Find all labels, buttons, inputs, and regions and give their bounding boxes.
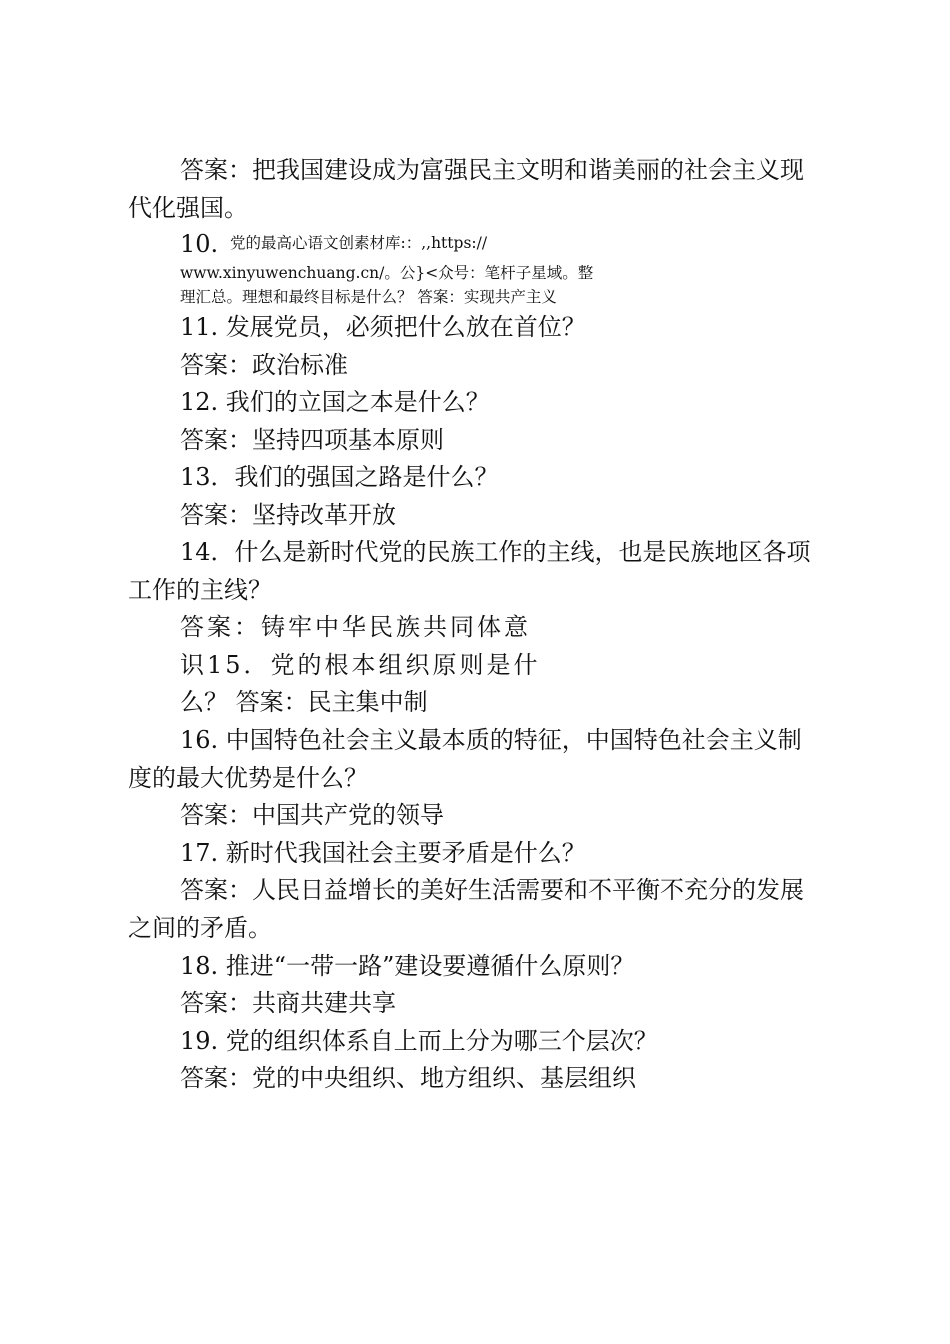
answer-17-line-1: 答案：人民日益增长的美好生活需要和不平衡不充分的发展	[180, 876, 804, 904]
answer-19: 答案：党的中央组织、地方组织、基层组织	[180, 1064, 636, 1092]
answer-14-line-2: 识15．党的根本组织原则是什	[180, 651, 541, 679]
question-18: 18. 推进“一带一路”建设要遵循什么原则？	[180, 952, 635, 980]
answer-16: 答案：中国共产党的领导	[180, 801, 444, 829]
answer-18: 答案：共商共建共享	[180, 989, 396, 1017]
question-12: 12. 我们的立国之本是什么？	[180, 388, 490, 416]
answer-11: 答案：政治标准	[180, 351, 348, 379]
question-10-line-1: 党的最高心语文创素材库:：,,https://	[230, 234, 488, 252]
question-14-line-1: 14．什么是新时代党的民族工作的主线，也是民族地区各项	[180, 538, 811, 566]
answer-14-line-1: 答案：铸牢中华民族共同体意	[180, 613, 531, 641]
answer-9-line-1: 答案：把我国建设成为富强民主文明和谐美丽的社会主义现	[180, 156, 804, 184]
question-13: 13．我们的强国之路是什么？	[180, 463, 499, 491]
question-17: 17. 新时代我国社会主要矛盾是什么？	[180, 839, 586, 867]
question-10-line-3: 理汇总。理想和最终目标是什么？ 答案：实现共产主义	[180, 288, 557, 306]
answer-17-line-2: 之间的矛盾。	[128, 914, 272, 942]
answer-13: 答案：坚持改革开放	[180, 501, 396, 529]
answer-12: 答案：坚持四项基本原则	[180, 426, 444, 454]
question-19: 19. 党的组织体系自上而上分为哪三个层次？	[180, 1027, 658, 1055]
question-11: 11. 发展党员，必须把什么放在首位？	[180, 313, 586, 341]
question-10-number: 10.	[180, 230, 219, 258]
answer-9-line-2: 代化强国。	[128, 194, 248, 222]
question-14-line-2: 工作的主线？	[128, 576, 272, 604]
answer-15: 么？ 答案：民主集中制	[180, 688, 428, 716]
question-16-line-1: 16. 中国特色社会主义最本质的特征，中国特色社会主义制	[180, 726, 802, 754]
question-10-line-2: www.xinyuwenchuang.cn/。公}<众号：笔杆子星域。整	[180, 264, 594, 282]
question-16-line-2: 度的最大优势是什么？	[128, 764, 368, 792]
